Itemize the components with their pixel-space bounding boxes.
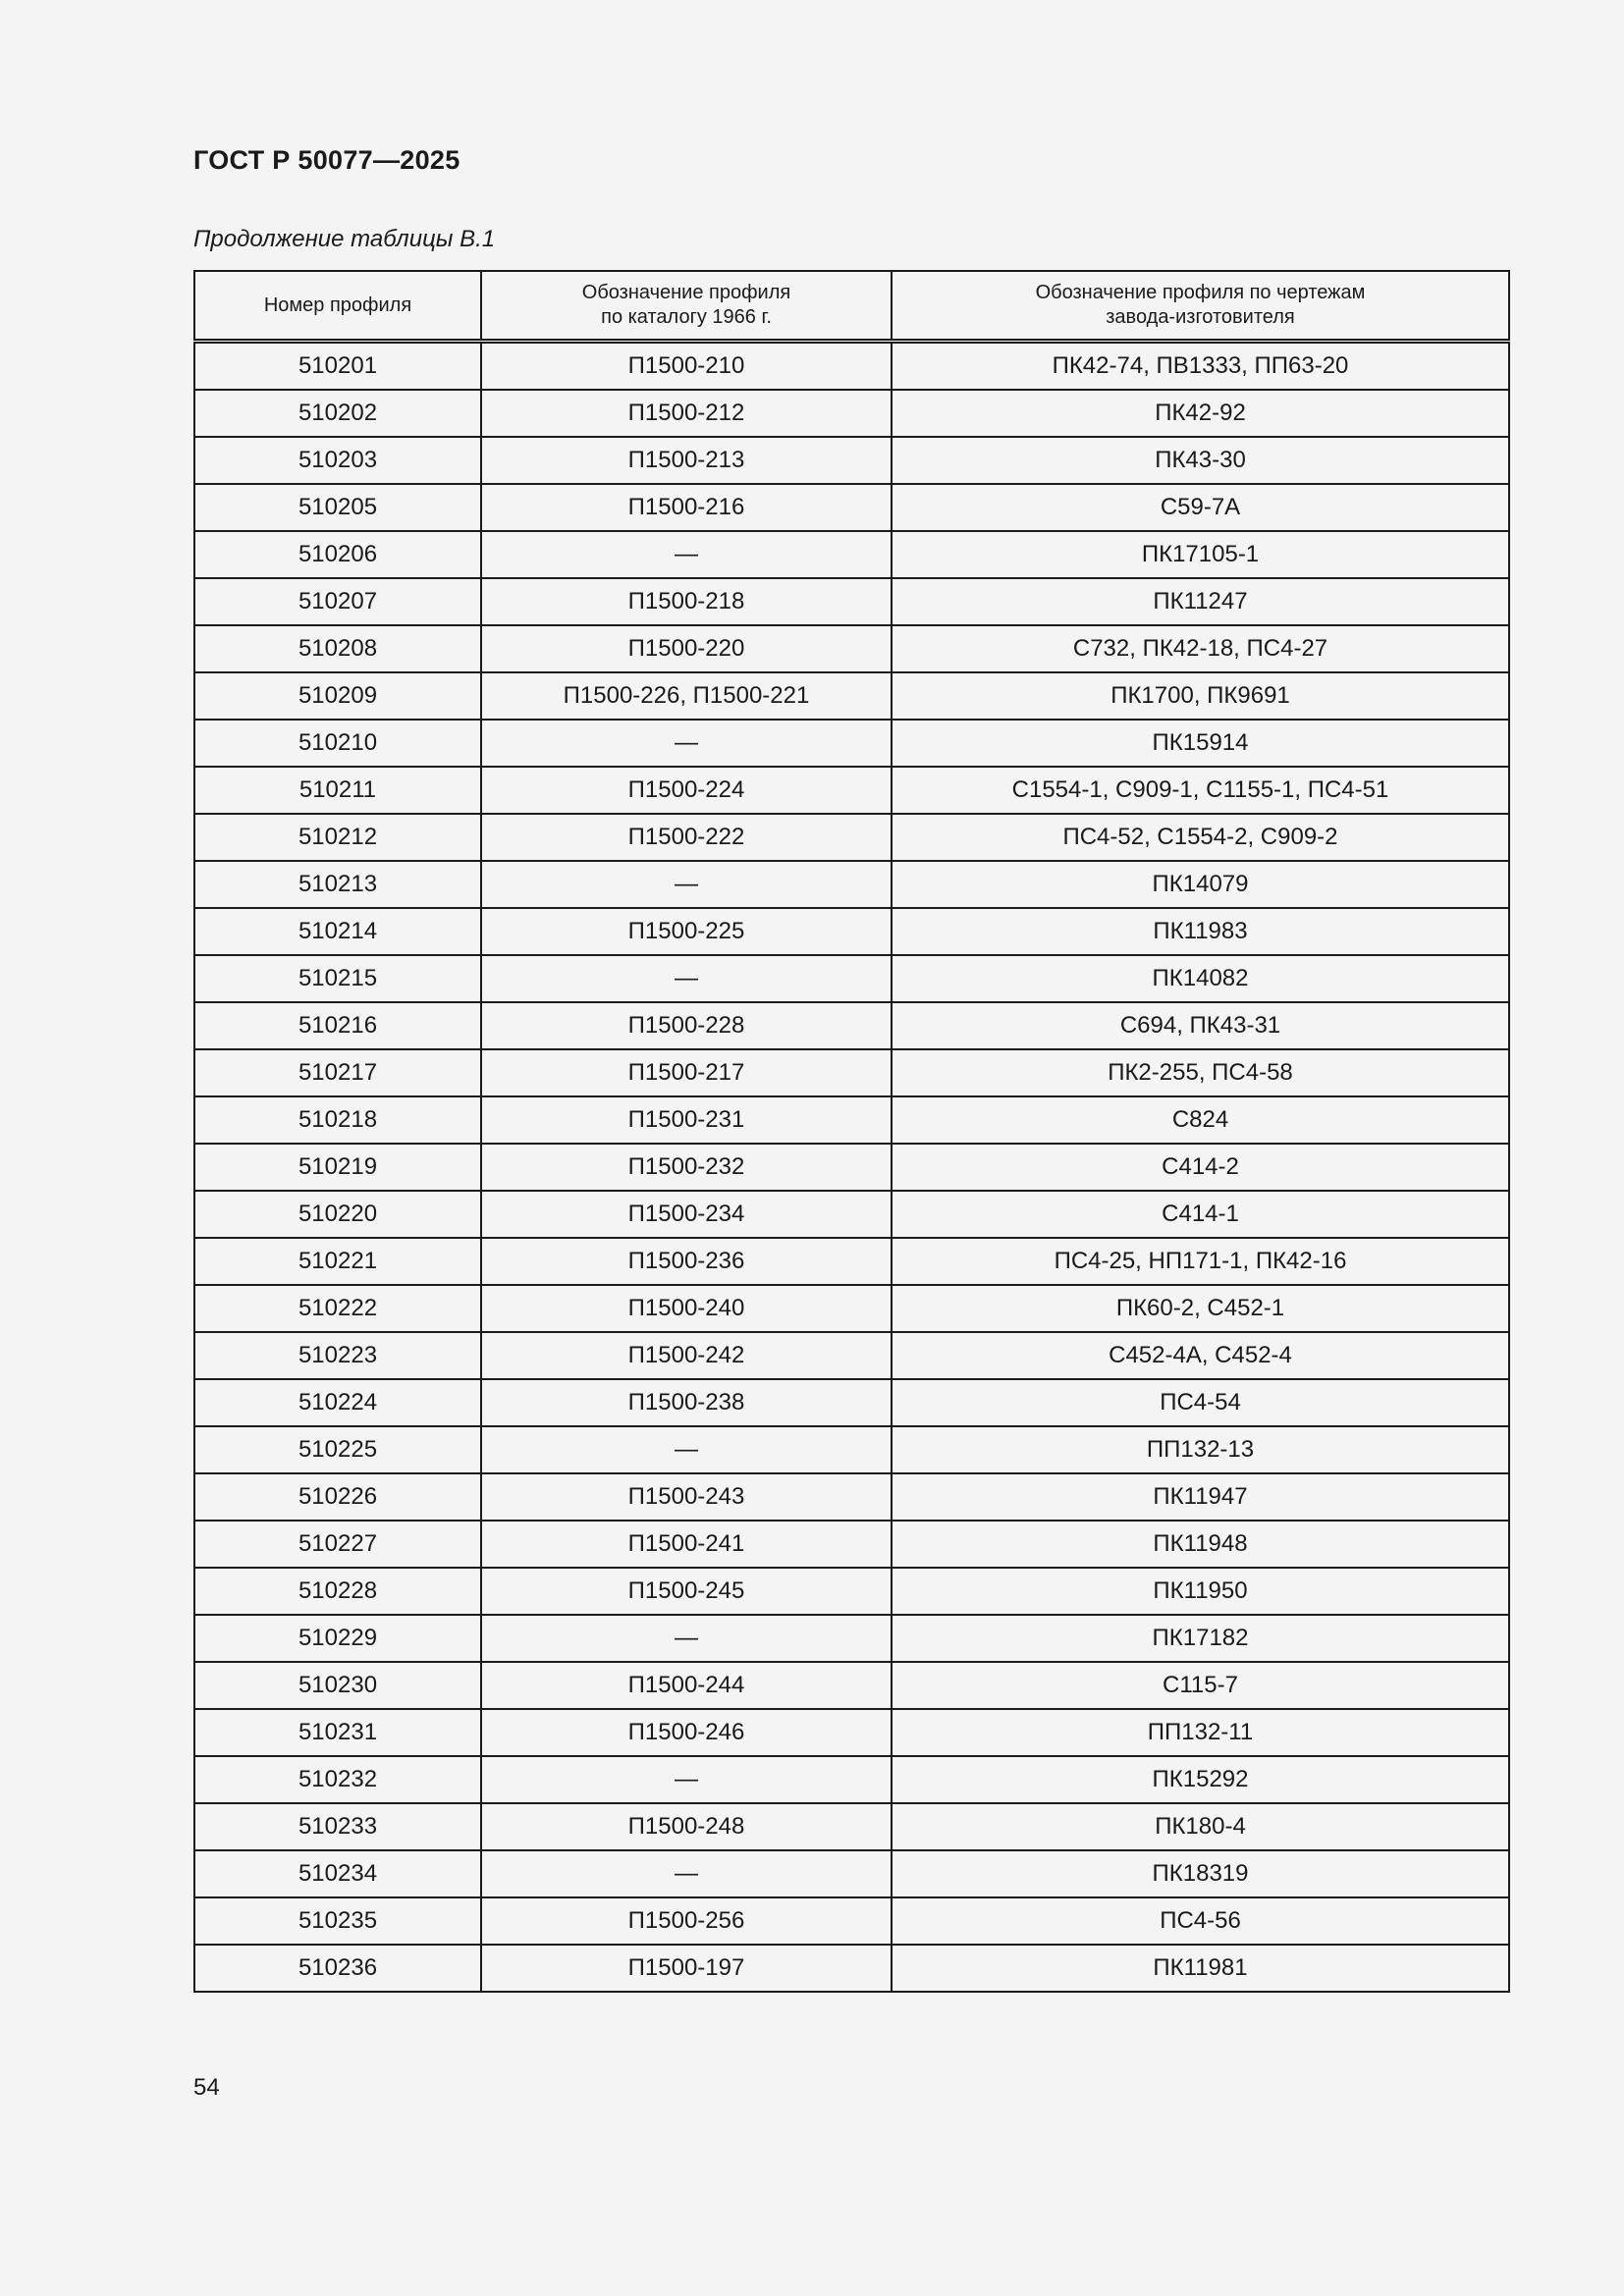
- cell-manufacturer-designation: ПК11983: [892, 908, 1509, 955]
- cell-catalog-1966: П1500-218: [481, 578, 892, 625]
- cell-profile-number: 510225: [194, 1426, 481, 1473]
- cell-profile-number: 510227: [194, 1521, 481, 1568]
- cell-manufacturer-designation: С414-1: [892, 1191, 1509, 1238]
- cell-catalog-1966: —: [481, 1756, 892, 1803]
- cell-catalog-1966: П1500-226, П1500-221: [481, 672, 892, 720]
- cell-manufacturer-designation: ПК15914: [892, 720, 1509, 767]
- cell-catalog-1966: П1500-231: [481, 1096, 892, 1144]
- cell-catalog-1966: П1500-212: [481, 390, 892, 437]
- cell-profile-number: 510231: [194, 1709, 481, 1756]
- table-row: [194, 1144, 1509, 1191]
- cell-manufacturer-designation: ПП132-13: [892, 1426, 1509, 1473]
- cell-profile-number: 510223: [194, 1332, 481, 1379]
- cell-catalog-1966: П1500-220: [481, 625, 892, 672]
- table-row: [194, 1379, 1509, 1426]
- table-row: [194, 1426, 1509, 1473]
- header-catalog-1966: [481, 271, 892, 342]
- cell-manufacturer-designation: ПК11947: [892, 1473, 1509, 1521]
- header-profile-number: [194, 271, 481, 342]
- cell-catalog-1966: П1500-197: [481, 1945, 892, 1992]
- header-line: Обозначение профиля по чертежам: [1035, 282, 1366, 303]
- cell-manufacturer-designation: ПК17182: [892, 1615, 1509, 1662]
- cell-catalog-1966: —: [481, 1615, 892, 1662]
- page-number: 54: [193, 2074, 220, 2101]
- cell-profile-number: 510216: [194, 1002, 481, 1049]
- table-row: [194, 955, 1509, 1002]
- cell-catalog-1966: П1500-213: [481, 437, 892, 484]
- table-row: [194, 1945, 1509, 1992]
- cell-profile-number: 510235: [194, 1897, 481, 1945]
- cell-profile-number: 510218: [194, 1096, 481, 1144]
- table-row: [194, 1191, 1509, 1238]
- cell-profile-number: 510201: [194, 342, 481, 391]
- table-row: [194, 1521, 1509, 1568]
- cell-manufacturer-designation: ПП132-11: [892, 1709, 1509, 1756]
- cell-catalog-1966: П1500-222: [481, 814, 892, 861]
- cell-profile-number: 510230: [194, 1662, 481, 1709]
- table-row: [194, 767, 1509, 814]
- cell-catalog-1966: П1500-217: [481, 1049, 892, 1096]
- table-row: [194, 390, 1509, 437]
- cell-manufacturer-designation: ПС4-56: [892, 1897, 1509, 1945]
- cell-manufacturer-designation: ПК42-92: [892, 390, 1509, 437]
- table-row: [194, 814, 1509, 861]
- cell-manufacturer-designation: С694, ПК43-31: [892, 1002, 1509, 1049]
- cell-manufacturer-designation: ПК17105-1: [892, 531, 1509, 578]
- cell-catalog-1966: П1500-248: [481, 1803, 892, 1850]
- table-row: [194, 1285, 1509, 1332]
- cell-manufacturer-designation: ПС4-52, С1554-2, С909-2: [892, 814, 1509, 861]
- cell-profile-number: 510211: [194, 767, 481, 814]
- cell-manufacturer-designation: С59-7А: [892, 484, 1509, 531]
- table-row: [194, 908, 1509, 955]
- table-row: [194, 437, 1509, 484]
- cell-catalog-1966: —: [481, 1426, 892, 1473]
- cell-manufacturer-designation: ПК2-255, ПС4-58: [892, 1049, 1509, 1096]
- cell-catalog-1966: П1500-224: [481, 767, 892, 814]
- cell-profile-number: 510229: [194, 1615, 481, 1662]
- cell-catalog-1966: П1500-245: [481, 1568, 892, 1615]
- cell-catalog-1966: П1500-243: [481, 1473, 892, 1521]
- cell-profile-number: 510215: [194, 955, 481, 1002]
- cell-catalog-1966: П1500-256: [481, 1897, 892, 1945]
- cell-catalog-1966: П1500-246: [481, 1709, 892, 1756]
- cell-manufacturer-designation: ПК11247: [892, 578, 1509, 625]
- cell-catalog-1966: П1500-244: [481, 1662, 892, 1709]
- table-caption: Продолжение таблицы В.1: [193, 226, 496, 252]
- cell-profile-number: 510217: [194, 1049, 481, 1096]
- table-row: [194, 720, 1509, 767]
- cell-manufacturer-designation: ПС4-25, НП171-1, ПК42-16: [892, 1238, 1509, 1285]
- table-row: [194, 1049, 1509, 1096]
- cell-profile-number: 510233: [194, 1803, 481, 1850]
- header-line: по каталогу 1966 г.: [601, 306, 772, 328]
- cell-manufacturer-designation: ПК11948: [892, 1521, 1509, 1568]
- table-row: [194, 1002, 1509, 1049]
- table-row: [194, 484, 1509, 531]
- cell-profile-number: 510202: [194, 390, 481, 437]
- cell-manufacturer-designation: ПК11981: [892, 1945, 1509, 1992]
- cell-catalog-1966: П1500-241: [481, 1521, 892, 1568]
- table-row: [194, 1332, 1509, 1379]
- cell-catalog-1966: —: [481, 955, 892, 1002]
- cell-profile-number: 510205: [194, 484, 481, 531]
- cell-manufacturer-designation: ПК14079: [892, 861, 1509, 908]
- cell-manufacturer-designation: С1554-1, С909-1, С1155-1, ПС4-51: [892, 767, 1509, 814]
- cell-profile-number: 510226: [194, 1473, 481, 1521]
- cell-catalog-1966: —: [481, 1850, 892, 1897]
- cell-profile-number: 510214: [194, 908, 481, 955]
- cell-manufacturer-designation: ПК11950: [892, 1568, 1509, 1615]
- header-line: Обозначение профиля: [581, 282, 791, 303]
- cell-catalog-1966: П1500-234: [481, 1191, 892, 1238]
- cell-catalog-1966: П1500-242: [481, 1332, 892, 1379]
- table-row: [194, 861, 1509, 908]
- cell-catalog-1966: П1500-238: [481, 1379, 892, 1426]
- profiles-table: [193, 270, 1510, 1993]
- table-row: [194, 578, 1509, 625]
- table-row: [194, 672, 1509, 720]
- cell-profile-number: 510220: [194, 1191, 481, 1238]
- header-line: завода-изготовителя: [1106, 306, 1295, 328]
- cell-profile-number: 510212: [194, 814, 481, 861]
- table-row: [194, 1473, 1509, 1521]
- table-row: [194, 342, 1509, 391]
- table-row: [194, 1096, 1509, 1144]
- cell-profile-number: 510228: [194, 1568, 481, 1615]
- cell-profile-number: 510210: [194, 720, 481, 767]
- cell-catalog-1966: —: [481, 531, 892, 578]
- table-row: [194, 1568, 1509, 1615]
- cell-profile-number: 510213: [194, 861, 481, 908]
- cell-manufacturer-designation: С824: [892, 1096, 1509, 1144]
- cell-profile-number: 510203: [194, 437, 481, 484]
- cell-profile-number: 510234: [194, 1850, 481, 1897]
- cell-catalog-1966: П1500-240: [481, 1285, 892, 1332]
- table-header-row: [194, 271, 1509, 342]
- table-row: [194, 1897, 1509, 1945]
- table-row: [194, 1709, 1509, 1756]
- cell-manufacturer-designation: С414-2: [892, 1144, 1509, 1191]
- cell-manufacturer-designation: ПК43-30: [892, 437, 1509, 484]
- cell-manufacturer-designation: ПК14082: [892, 955, 1509, 1002]
- cell-manufacturer-designation: ПК18319: [892, 1850, 1509, 1897]
- cell-catalog-1966: П1500-216: [481, 484, 892, 531]
- cell-catalog-1966: —: [481, 720, 892, 767]
- cell-profile-number: 510236: [194, 1945, 481, 1992]
- cell-manufacturer-designation: С115-7: [892, 1662, 1509, 1709]
- table-row: [194, 1238, 1509, 1285]
- cell-profile-number: 510207: [194, 578, 481, 625]
- table-body: [194, 342, 1509, 1993]
- cell-manufacturer-designation: ПК42-74, ПВ1333, ПП63-20: [892, 342, 1509, 391]
- table-row: [194, 625, 1509, 672]
- table-row: [194, 1756, 1509, 1803]
- cell-catalog-1966: П1500-225: [481, 908, 892, 955]
- cell-profile-number: 510219: [194, 1144, 481, 1191]
- cell-manufacturer-designation: ПК1700, ПК9691: [892, 672, 1509, 720]
- cell-profile-number: 510206: [194, 531, 481, 578]
- document-header: ГОСТ Р 50077—2025: [193, 145, 460, 175]
- cell-manufacturer-designation: ПК60-2, С452-1: [892, 1285, 1509, 1332]
- table-row: [194, 1662, 1509, 1709]
- cell-catalog-1966: П1500-210: [481, 342, 892, 391]
- cell-manufacturer-designation: ПС4-54: [892, 1379, 1509, 1426]
- cell-manufacturer-designation: ПК180-4: [892, 1803, 1509, 1850]
- table-row: [194, 531, 1509, 578]
- table-row: [194, 1850, 1509, 1897]
- cell-catalog-1966: —: [481, 861, 892, 908]
- cell-profile-number: 510232: [194, 1756, 481, 1803]
- header-manufacturer-drawings: [892, 271, 1509, 342]
- table-row: [194, 1803, 1509, 1850]
- cell-catalog-1966: П1500-236: [481, 1238, 892, 1285]
- cell-manufacturer-designation: С732, ПК42-18, ПС4-27: [892, 625, 1509, 672]
- cell-manufacturer-designation: С452-4А, С452-4: [892, 1332, 1509, 1379]
- cell-profile-number: 510208: [194, 625, 481, 672]
- cell-profile-number: 510209: [194, 672, 481, 720]
- cell-catalog-1966: П1500-228: [481, 1002, 892, 1049]
- cell-profile-number: 510221: [194, 1238, 481, 1285]
- cell-manufacturer-designation: ПК15292: [892, 1756, 1509, 1803]
- cell-profile-number: 510222: [194, 1285, 481, 1332]
- cell-profile-number: 510224: [194, 1379, 481, 1426]
- table-row: [194, 1615, 1509, 1662]
- cell-catalog-1966: П1500-232: [481, 1144, 892, 1191]
- header-line: Номер профиля: [263, 294, 412, 316]
